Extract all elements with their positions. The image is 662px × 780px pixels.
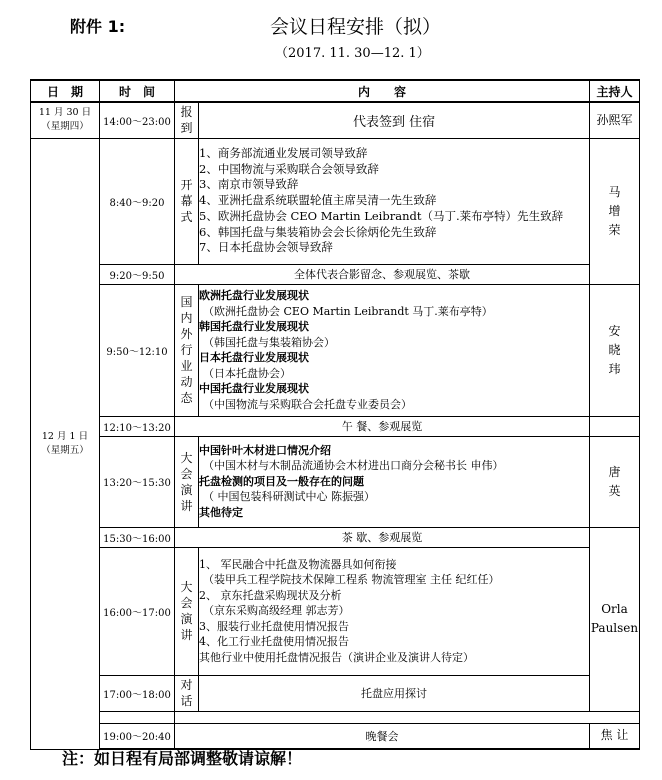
table-row xyxy=(31,547,640,675)
host-cell: 焦 让 xyxy=(590,723,640,749)
topic-speaker: （欧洲托盘协会 CEO Martin Leibrandt 马丁.莱布亭特） xyxy=(203,304,493,318)
table-row xyxy=(31,264,640,284)
header-host: 主持人 xyxy=(590,80,640,102)
date-day2: 12 月 1 日 xyxy=(41,430,89,442)
time-cell: 16:00～17:00 xyxy=(100,547,175,675)
time-cell: 12:10～13:20 xyxy=(100,416,175,436)
session-cell xyxy=(175,102,199,138)
table-row xyxy=(31,284,640,416)
date-day1: 11 月 30 日 xyxy=(38,107,92,119)
content-cell: 晚餐会 xyxy=(175,723,590,749)
host-name: 安晓玮 xyxy=(608,323,621,376)
date-range: （2017. 11. 30—12. 1） xyxy=(275,46,430,61)
header-date: 日 期 xyxy=(31,80,100,102)
content-cell: 全体代表合影留念、参观展览、茶歇 xyxy=(175,264,590,284)
host-cell xyxy=(590,138,640,284)
topic-title: 欧洲托盘行业发展现状 xyxy=(199,289,309,302)
page-title: 会议日程安排（拟） xyxy=(270,16,442,38)
host-cell xyxy=(590,284,640,416)
header-time: 时 间 xyxy=(100,80,175,102)
session-label: 国内外行业动态 xyxy=(180,295,193,405)
session-cell xyxy=(175,675,199,711)
content-cell xyxy=(199,547,590,675)
topic-speaker: （中国物流与采购联合会托盘专业委员会） xyxy=(203,397,412,411)
list-item: 2、中国物流与采购联合会领导致辞 xyxy=(199,161,379,176)
time-cell-empty xyxy=(100,711,175,723)
host-name-line2: Paulsen xyxy=(590,621,639,635)
host-name-line1: Orla xyxy=(601,602,628,616)
host-name: 唐英 xyxy=(608,464,621,498)
session-cell xyxy=(175,138,199,264)
host-cell: 孙熙军 xyxy=(590,102,640,138)
weekday-day1: （星期四） xyxy=(41,121,89,133)
topic-speaker: （ 中国包装科研测试中心 陈振强） xyxy=(203,490,375,504)
session-cell xyxy=(175,284,199,416)
list-item: 4、化工行业托盘使用情况报告 xyxy=(199,635,349,649)
list-item: 1、 军民融合中托盘及物流器具如何衔接 xyxy=(199,557,397,571)
table-row xyxy=(31,102,640,138)
topic-title: 韩国托盘行业发展现状 xyxy=(199,320,309,333)
content-cell: 午 餐、参观展览 xyxy=(175,416,590,436)
host-name: 马增荣 xyxy=(608,184,621,237)
table-row xyxy=(31,436,640,527)
session-cell xyxy=(175,547,199,675)
list-item: 3、南京市领导致辞 xyxy=(199,177,299,192)
content-cell xyxy=(199,138,590,264)
list-item: 5、欧洲托盘协会 CEO Martin Leibrandt（马丁.莱布亭特）先生致辞 xyxy=(199,208,564,223)
topic-speaker: （韩国托盘与集装箱协会） xyxy=(203,335,335,349)
list-item: 6、韩国托盘与集装箱协会会长徐炳伦先生致辞 xyxy=(199,224,437,239)
content-cell-empty xyxy=(175,711,640,723)
session-label: 开幕式 xyxy=(180,178,193,224)
list-item: 1、商务部流通业发展司领导致辞 xyxy=(199,145,368,160)
table-row xyxy=(31,711,640,723)
header-content: 内 容 xyxy=(175,80,590,102)
date-cell-day2 xyxy=(31,138,100,749)
time-cell: 9:20～9:50 xyxy=(100,264,175,284)
topic-title: 托盘检测的项目及一般存在的问题 xyxy=(199,474,364,488)
content-cell xyxy=(199,284,590,416)
content-cell: 茶 歇、参观展览 xyxy=(175,527,590,547)
topic-title: 中国托盘行业发展现状 xyxy=(199,382,309,395)
date-cell-day1 xyxy=(31,102,100,138)
table-row xyxy=(31,138,640,264)
list-item: 3、服装行业托盘使用情况报告 xyxy=(199,619,349,633)
time-cell: 9:50～12:10 xyxy=(100,284,175,416)
table-header-row xyxy=(31,80,640,102)
list-item: （京东采购高级经理 郭志芳） xyxy=(203,604,350,618)
content-cell: 代表签到 住宿 xyxy=(199,102,590,138)
host-cell-empty xyxy=(590,416,640,436)
list-item: 7、日本托盘协会领导致辞 xyxy=(199,240,333,255)
time-cell: 17:00～18:00 xyxy=(100,675,175,711)
topic-speaker: （日本托盘协会） xyxy=(203,366,291,380)
topic-title: 日本托盘行业发展现状 xyxy=(199,351,309,364)
session-label: 对话 xyxy=(180,678,193,708)
time-cell: 13:20～15:30 xyxy=(100,436,175,527)
time-cell: 8:40～9:20 xyxy=(100,138,175,264)
schedule-table xyxy=(30,79,640,750)
topic-speaker: （中国木材与木制品流通协会木材进出口商分会秘书长 申伟） xyxy=(203,459,504,473)
table-row xyxy=(31,675,640,711)
time-cell: 19:00～20:40 xyxy=(100,723,175,749)
session-cell xyxy=(175,436,199,527)
content-cell: 托盘应用探讨 xyxy=(199,675,590,711)
table-row xyxy=(31,527,640,547)
table-row xyxy=(31,416,640,436)
session-label: 报到 xyxy=(180,105,193,136)
host-cell xyxy=(590,436,640,527)
topic-title: 中国针叶木材进口情况介绍 xyxy=(199,443,331,457)
list-item: 4、亚洲托盘系统联盟轮值主席吴清一先生致辞 xyxy=(199,193,437,208)
session-label: 大会演讲 xyxy=(180,580,193,642)
time-cell: 14:00～23:00 xyxy=(100,102,175,138)
list-item: 其他行业中使用托盘情况报告（演讲企业及演讲人待定） xyxy=(199,650,474,664)
session-label: 大会演讲 xyxy=(180,450,193,513)
weekday-day2: （星期五） xyxy=(41,444,89,456)
list-item: 2、 京东托盘采购现状及分析 xyxy=(199,588,342,602)
footnote: 注：如日程有局部调整敬请谅解！ xyxy=(62,749,303,768)
host-cell xyxy=(590,527,640,711)
topic-title: 其他待定 xyxy=(199,505,243,519)
attachment-label: 附件 1: xyxy=(70,17,126,36)
time-cell: 15:30～16:00 xyxy=(100,527,175,547)
list-item: （装甲兵工程学院技术保障工程系 物流管理室 主任 纪红任） xyxy=(203,573,500,587)
content-cell xyxy=(199,436,590,527)
